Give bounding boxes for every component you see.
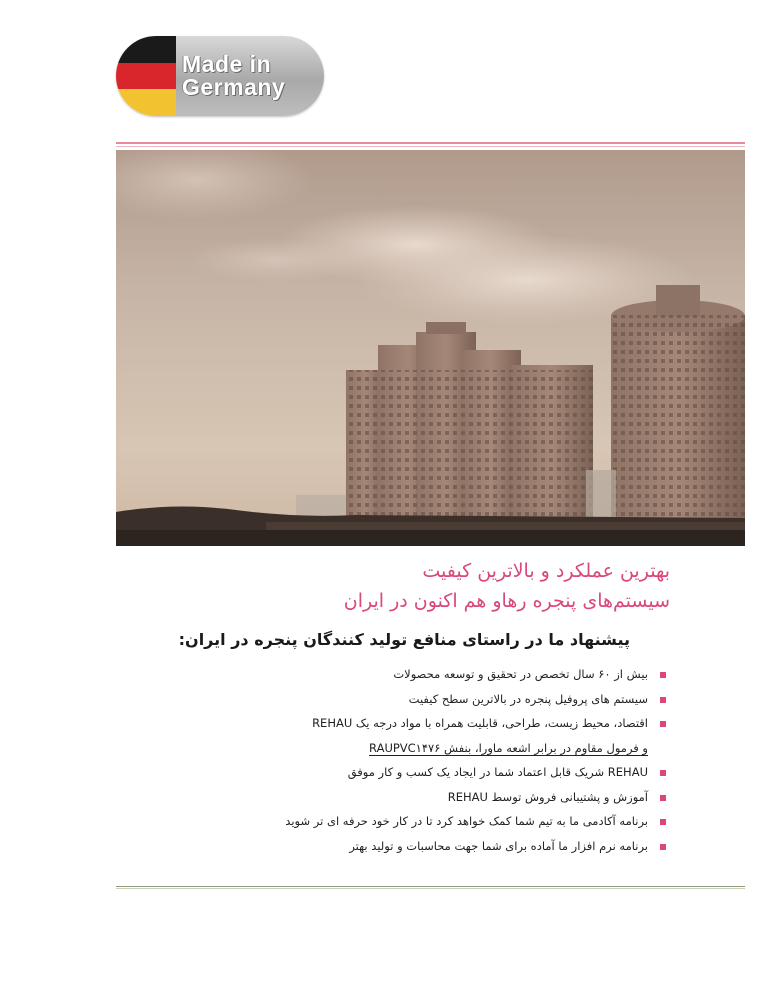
subheading: پیشنهاد ما در راستای منافع تولید کنندگان پنجره در ایران: (178, 630, 630, 649)
bullet-square-icon (660, 795, 666, 801)
list-item: بیش از ۶۰ سال تخصص در تحقیق و توسعه محصولات (150, 662, 670, 687)
bottom-divider-thin (116, 888, 745, 889)
badge-text (176, 36, 324, 116)
list-item-continuation: و فرمول مقاوم در برابر اشعه ماورا، بنفش RAUPVC۱۴۷۶ (369, 740, 648, 755)
headline-line-2: سیستم‌های پنجره رهاو هم اکنون در ایران (343, 590, 670, 612)
list-item: اقتصاد، محیط زیست، طراحی، قابلیت همراه با مواد درجه یک REHAU (150, 711, 670, 736)
flag-stripe-gold (116, 89, 176, 116)
list-item: آموزش و پشتیبانی فروش توسط REHAU (150, 785, 670, 810)
city-skyline-photo (116, 150, 745, 546)
bullet-square-icon (660, 697, 666, 703)
list-item: برنامه آکادمی ما به تیم شما کمک خواهد کرد تا در کار خود حرفه ای تر شوید (150, 809, 670, 834)
bullet-square-icon (660, 770, 666, 776)
bullet-square-icon (660, 672, 666, 678)
bullet-square-icon (660, 819, 666, 825)
flag-stripe-black (116, 36, 176, 63)
content-text (150, 556, 670, 858)
german-flag-icon (116, 36, 176, 116)
bottom-divider (116, 886, 745, 887)
list-item: REHAU شریک قابل اعتماد شما در ایجاد یک کسب و کار موفق (150, 760, 670, 785)
badge-line-1: Made in (182, 51, 272, 77)
top-divider (116, 142, 745, 144)
made-in-germany-badge (116, 36, 324, 116)
top-divider-thin (116, 146, 745, 147)
badge-line-2: Germany (182, 74, 286, 100)
bullet-square-icon (660, 721, 666, 727)
feature-list (150, 662, 670, 858)
headline-line-1: بهترین عملکرد و بالاترین کیفیت (422, 560, 670, 582)
list-item: سیستم های پروفیل پنجره در بالاترین سطح کیفیت (150, 687, 670, 712)
bullet-square-icon (660, 844, 666, 850)
flag-stripe-red (116, 63, 176, 90)
list-item: برنامه نرم افزار ما آماده برای شما جهت محاسبات و تولید بهتر (150, 834, 670, 859)
